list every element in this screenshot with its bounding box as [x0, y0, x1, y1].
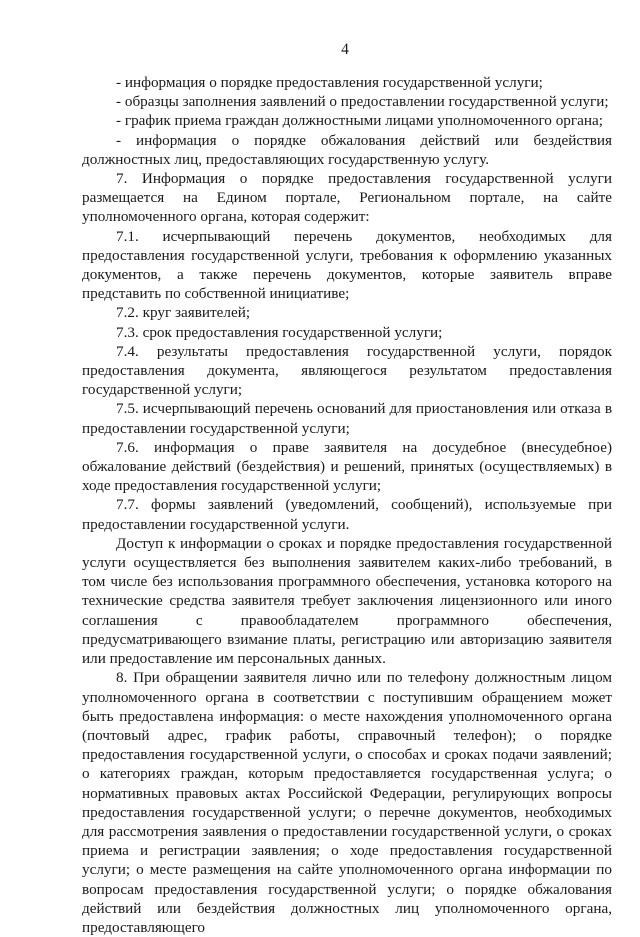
document-body — [82, 73, 612, 937]
paragraph: 7. Информация о порядке предоставления государственной услуги размещается на Едином портале, Региональном портале, на сайте уполномоченного органа, которая содержит: — [82, 170, 612, 226]
paragraph: 7.6. информация о праве заявителя на досудебное (внесудебное) обжалование действий (бездействия) и решений, принятых (осуществляемых) в ходе предоставления государственной услуги; — [82, 438, 612, 495]
paragraph: 7.4. результаты предоставления государственной услуги, порядок предоставления документа, являющегося результатом предоставления государственной услуги; — [82, 342, 612, 399]
paragraph: - график приема граждан должностными лицами уполномоченного органа; — [116, 112, 603, 130]
paragraph: 8. При обращении заявителя лично или по телефону должностным лицом уполномоченного органа в соответствии с поступившим обращением может быть предоставлена информация: о месте нахождения уполномоченного органа (почтовый адрес, график работы, справочный телефон); о порядке предоставления государственной услуги, о способах и сроках подачи заявлений; о категориях граждан, которым предоставляется государственная услуга; о нормативных правовых актах Российской Федерации, регулирующих вопросы предоставления государственной услуги; о перечне документов, необходимых для рассмотрения заявления о предоставлении государственной услуги, о сроках приема и регистрации заявления; о ходе предоставления государственной услуги; о месте размещения на сайте уполномоченного органа информации по вопросам предоставления государственной услуги; о порядке обжалования действий или бездействия должностных лиц уполномоченного органа, предоставляющего — [82, 669, 612, 936]
paragraph: Доступ к информации о сроках и порядке предоставления государственной услуги осуществляется без выполнения заявителем каких-либо требований, в том числе без использования программного обеспечения, установка которого на технические средства заявителя требует заключения лицензионного или иного соглашения с правообладателем программного обеспечения, предусматривающего взимание платы, регистрацию или авторизацию заявителя или предоставление им персональных данных. — [82, 534, 612, 668]
paragraph: 7.1. исчерпывающий перечень документов, необходимых для предоставления государственной услуги, требования к оформлению указанных документов, а также перечень документов, которые заявитель вправе представить по собственной инициативе; — [82, 227, 612, 303]
paragraph: - информация о порядке предоставления государственной услуги; — [116, 74, 543, 91]
paragraph: 7.5. исчерпывающий перечень оснований для приостановления или отказа в предоставлении государственной услуги; — [82, 400, 612, 437]
page-number: 4 — [341, 41, 349, 58]
paragraph: 7.7. формы заявлений (уведомлений, сообщений), используемые при предоставлении государственной услуги. — [82, 496, 612, 533]
paragraph: 7.2. круг заявителей; — [116, 304, 251, 322]
paragraph: - образцы заполнения заявлений о предоставлении государственной услуги; — [116, 93, 609, 111]
paragraph: 7.3. срок предоставления государственной услуги; — [116, 323, 443, 341]
paragraph: - информация о порядке обжалования действий или бездействия должностных лиц, предоставляющих государственную услугу. — [82, 131, 612, 168]
